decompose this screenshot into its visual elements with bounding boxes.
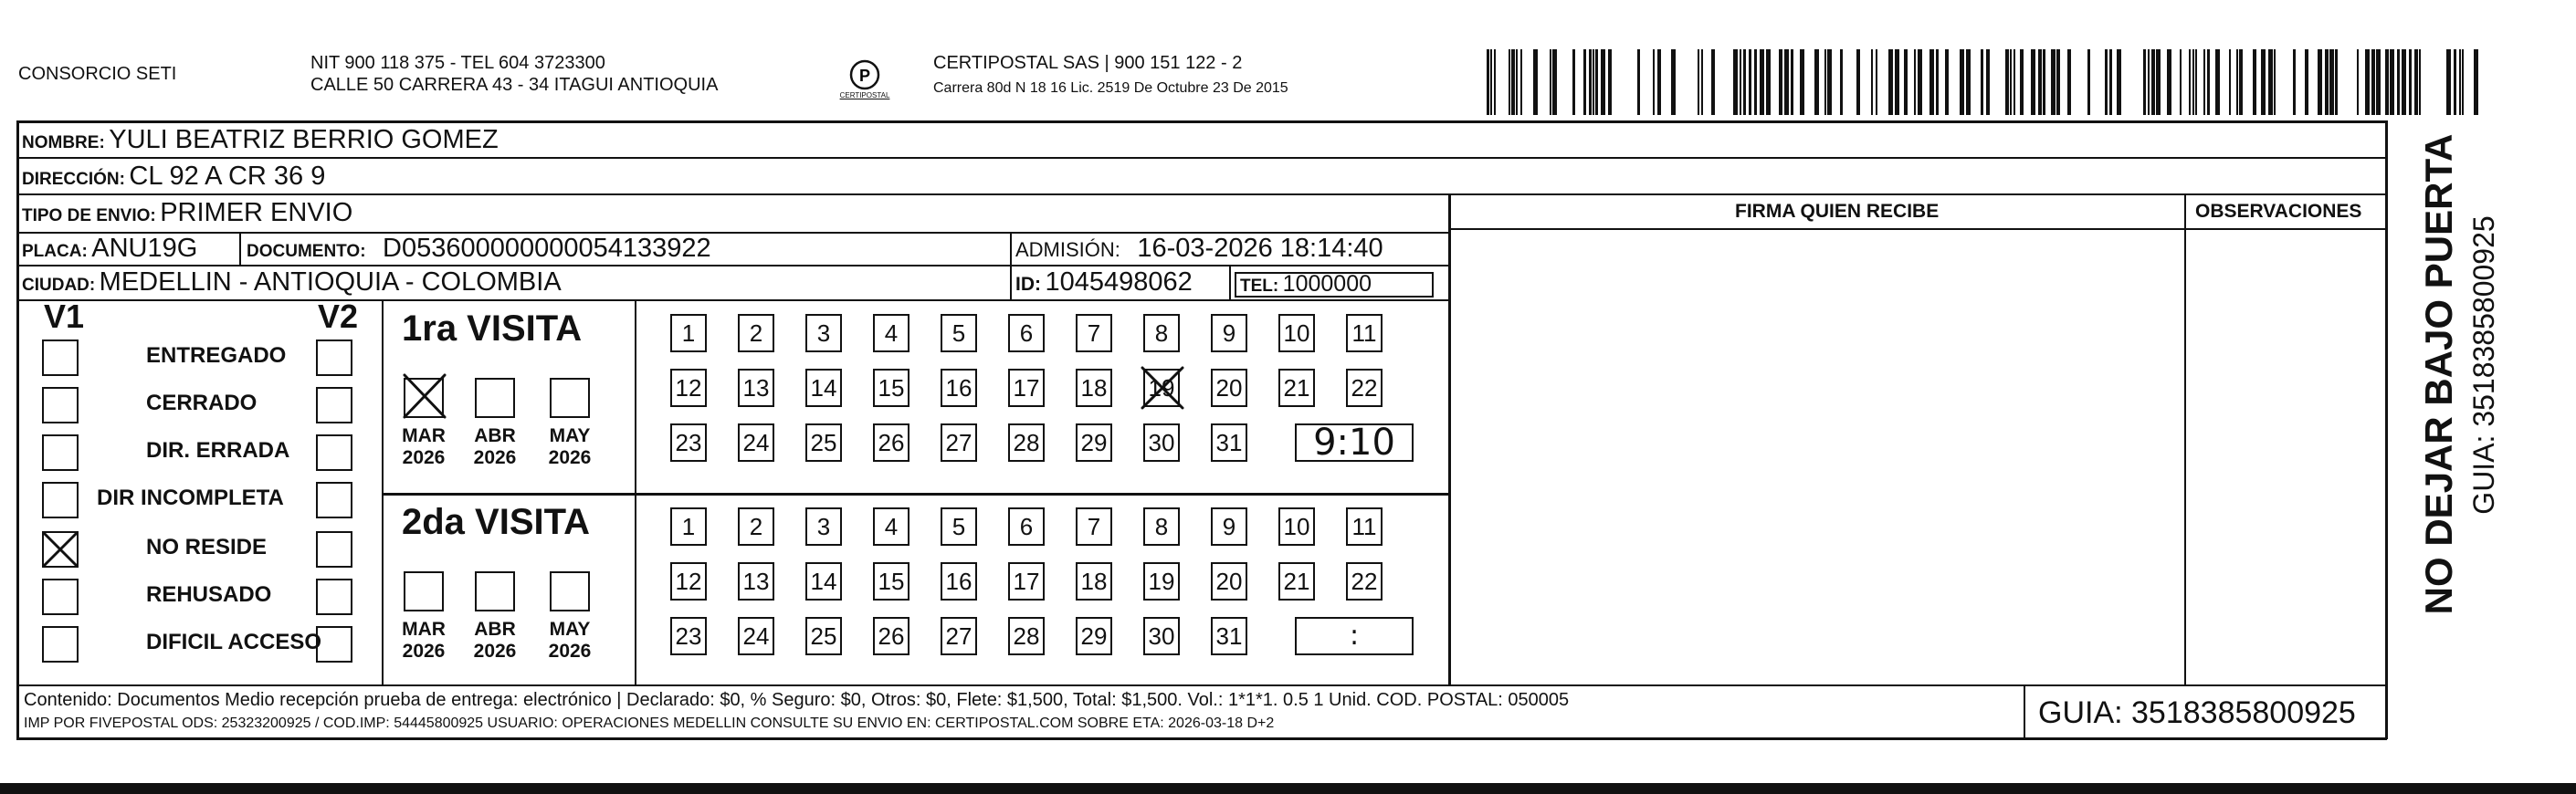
month-checkbox[interactable]	[550, 571, 590, 611]
day-box[interactable]: 12	[670, 369, 707, 407]
observaciones-label: OBSERVACIONES	[2195, 201, 2362, 222]
tipo-row	[22, 198, 352, 232]
v1-checkbox[interactable]	[42, 531, 79, 568]
day-box[interactable]: 5	[941, 314, 977, 352]
day-box[interactable]: 20	[1211, 369, 1247, 407]
ciudad-value: MEDELLIN - ANTIOQUIA - COLOMBIA	[99, 267, 562, 297]
day-box[interactable]: 30	[1143, 423, 1180, 462]
tipo-label: TIPO DE ENVIO:	[22, 206, 156, 225]
v2-checkbox[interactable]	[316, 579, 352, 615]
month-year: 2026	[402, 447, 446, 468]
month-checkbox[interactable]	[550, 378, 590, 418]
v1-label: V1	[44, 298, 85, 335]
day-box[interactable]: 22	[1346, 369, 1383, 407]
day-box[interactable]: 8	[1143, 314, 1180, 352]
day-box[interactable]: 5	[941, 507, 977, 546]
day-box[interactable]: 27	[941, 617, 977, 655]
day-box[interactable]: 13	[738, 562, 774, 601]
month-year: 2026	[548, 641, 592, 662]
day-box[interactable]: 15	[873, 562, 909, 601]
day-box[interactable]: 10	[1278, 314, 1315, 352]
day-box[interactable]: 19	[1143, 562, 1180, 601]
day-box[interactable]: 16	[941, 562, 977, 601]
month-year: 2026	[473, 447, 517, 468]
day-box[interactable]: 28	[1008, 423, 1045, 462]
status-option-label: NO RESIDE	[146, 535, 268, 559]
nombre-row	[22, 125, 499, 159]
nombre-label: NOMBRE:	[22, 133, 105, 152]
month-name: ABR	[474, 425, 516, 446]
month-name: ABR	[474, 619, 516, 640]
imp-text: IMP POR FIVEPOSTAL ODS: 25323200925 / COD.IMP: 54445800925 USUARIO: OPERACIONES MEDELLIN CONSULTE SU ENVIO EN: CERTIPOSTAL.COM SOBRE ETA: 2026-03-18 D+2	[24, 716, 1275, 731]
v2-checkbox[interactable]	[316, 434, 352, 471]
svg-text:P: P	[858, 67, 871, 85]
visit-time[interactable]: 9:10	[1295, 423, 1414, 462]
nit-line-2: CALLE 50 CARRERA 43 - 34 ITAGUI ANTIOQUIA	[310, 75, 719, 95]
side-panel	[2394, 128, 2500, 657]
month-checkbox[interactable]	[404, 378, 444, 418]
id-label: ID:	[1015, 274, 1041, 295]
tel-value: 1000000	[1282, 271, 1372, 297]
day-box[interactable]: 13	[738, 369, 774, 407]
day-box[interactable]: 9	[1211, 314, 1247, 352]
v1-checkbox[interactable]	[42, 434, 79, 471]
month-label	[393, 425, 455, 469]
ciudad-row	[22, 267, 562, 301]
firma-label: FIRMA QUIEN RECIBE	[1735, 201, 1940, 222]
month-checkbox[interactable]	[404, 571, 444, 611]
month-label	[539, 425, 601, 469]
day-box[interactable]: 14	[805, 562, 842, 601]
status-option-label: CERRADO	[146, 391, 258, 415]
day-box[interactable]: 26	[873, 423, 909, 462]
day-box[interactable]: 30	[1143, 617, 1180, 655]
direccion-value: CL 92 A CR 36 9	[129, 162, 326, 191]
status-option-label: DIR. ERRADA	[146, 438, 290, 463]
v2-checkbox[interactable]	[316, 482, 352, 518]
day-box[interactable]: 31	[1211, 423, 1247, 462]
day-box[interactable]: 29	[1076, 617, 1112, 655]
v1-checkbox[interactable]	[42, 482, 79, 518]
tel-label: TEL:	[1240, 277, 1279, 296]
day-box[interactable]: 8	[1143, 507, 1180, 546]
documento-value: D053600000000054133922	[383, 234, 711, 263]
day-box[interactable]: 28	[1008, 617, 1045, 655]
day-box[interactable]: 4	[873, 314, 909, 352]
v2-checkbox[interactable]	[316, 340, 352, 376]
month-label	[464, 619, 526, 663]
day-box[interactable]: 22	[1346, 562, 1383, 601]
v2-label: V2	[318, 298, 359, 335]
day-box[interactable]: 9	[1211, 507, 1247, 546]
day-box[interactable]: 23	[670, 617, 707, 655]
day-box[interactable]: 4	[873, 507, 909, 546]
day-box[interactable]: 29	[1076, 423, 1112, 462]
v1-checkbox[interactable]	[42, 340, 79, 376]
month-checkbox[interactable]	[475, 571, 515, 611]
placa-value: ANU19G	[91, 234, 198, 263]
status-option-label: REHUSADO	[146, 582, 272, 607]
month-name: MAR	[402, 619, 446, 640]
v2-checkbox[interactable]	[316, 531, 352, 568]
documento-label: DOCUMENTO:	[247, 242, 366, 261]
day-box[interactable]: 2	[738, 507, 774, 546]
id-row	[1015, 267, 1193, 301]
visit-title: 1ra VISITA	[402, 308, 583, 349]
company-name: CONSORCIO SETI	[18, 64, 177, 84]
day-box[interactable]: 11	[1346, 314, 1383, 352]
day-box[interactable]: 18	[1076, 562, 1112, 601]
day-box[interactable]: 14	[805, 369, 842, 407]
day-box[interactable]: 19	[1143, 369, 1180, 407]
day-box[interactable]: 31	[1211, 617, 1247, 655]
month-name: MAY	[549, 425, 591, 446]
day-box[interactable]: 23	[670, 423, 707, 462]
v1-checkbox[interactable]	[42, 579, 79, 615]
day-box[interactable]: 1	[670, 507, 707, 546]
certipostal-logo	[833, 55, 897, 110]
month-name: MAY	[549, 619, 591, 640]
day-box[interactable]: 24	[738, 423, 774, 462]
day-box[interactable]: 26	[873, 617, 909, 655]
day-box[interactable]: 21	[1278, 369, 1315, 407]
day-box[interactable]: 18	[1076, 369, 1112, 407]
direccion-row	[22, 162, 325, 195]
placa-row	[22, 234, 197, 267]
day-box[interactable]: 21	[1278, 562, 1315, 601]
month-label	[393, 619, 455, 663]
v2-checkbox[interactable]	[316, 387, 352, 423]
day-box[interactable]: 6	[1008, 314, 1045, 352]
month-year: 2026	[548, 447, 592, 468]
contenido-text: Contenido: Documentos Medio recepción prueba de entrega: electrónico | Declarado: $0, % Seguro: $0, Otros: $0, Flete: $1,500, Total: $1,500. Vol.: 1*1*1. 0.5 1 Unid. COD. POSTAL: 050005	[24, 690, 1570, 710]
day-box[interactable]: 10	[1278, 507, 1315, 546]
certipostal-line-2: Carrera 80d N 18 16 Lic. 2519 De Octubre 23 De 2015	[933, 80, 1288, 96]
day-box[interactable]: 25	[805, 423, 842, 462]
status-option-label: DIR INCOMPLETA	[97, 486, 284, 510]
day-box[interactable]: 27	[941, 423, 977, 462]
month-label	[464, 425, 526, 469]
admision-label: ADMISIÓN:	[1015, 238, 1120, 261]
logo-text: CERTIPOSTAL	[839, 91, 890, 99]
ciudad-label: CIUDAD:	[22, 276, 96, 295]
side-title: NO DEJAR BAJO PUERTA	[2417, 133, 2460, 615]
documento-row	[247, 234, 711, 267]
direccion-label: DIRECCIÓN:	[22, 170, 125, 189]
day-box[interactable]: 15	[873, 369, 909, 407]
day-box[interactable]: 17	[1008, 369, 1045, 407]
barcode	[1487, 49, 2493, 115]
month-year: 2026	[402, 641, 446, 662]
placa-label: PLACA:	[22, 242, 88, 261]
month-name: MAR	[402, 425, 446, 446]
visit-title: 2da VISITA	[402, 502, 590, 542]
day-box[interactable]: 24	[738, 617, 774, 655]
admision-row	[1015, 234, 1383, 267]
status-option-label: DIFICIL ACCESO	[146, 630, 322, 654]
side-guia: GUIA: 3518385800925	[2467, 215, 2500, 515]
day-box[interactable]: 25	[805, 617, 842, 655]
v1-checkbox[interactable]	[42, 387, 79, 423]
tel-row	[1240, 269, 1372, 302]
tipo-value: PRIMER ENVIO	[160, 198, 353, 227]
month-label	[539, 619, 601, 663]
month-year: 2026	[473, 641, 517, 662]
day-box[interactable]: 11	[1346, 507, 1383, 546]
day-box[interactable]: 16	[941, 369, 977, 407]
nombre-value: YULI BEATRIZ BERRIO GOMEZ	[109, 125, 499, 154]
footer-guia: GUIA: 3518385800925	[2038, 695, 2356, 730]
status-option-label: ENTREGADO	[146, 343, 287, 368]
day-box[interactable]: 1	[670, 314, 707, 352]
id-value: 1045498062	[1045, 267, 1193, 297]
certipostal-line-1: CERTIPOSTAL SAS | 900 151 122 - 2	[933, 53, 1243, 73]
v1-checkbox[interactable]	[42, 626, 79, 663]
day-box[interactable]: 3	[805, 314, 842, 352]
day-box[interactable]: 7	[1076, 507, 1112, 546]
admision-value: 16-03-2026 18:14:40	[1137, 234, 1383, 263]
visit-time[interactable]: :	[1295, 617, 1414, 655]
nit-line-1: NIT 900 118 375 - TEL 604 3723300	[310, 53, 605, 73]
day-box[interactable]: 7	[1076, 314, 1112, 352]
day-box[interactable]: 20	[1211, 562, 1247, 601]
day-box[interactable]: 12	[670, 562, 707, 601]
day-box[interactable]: 6	[1008, 507, 1045, 546]
month-checkbox[interactable]	[475, 378, 515, 418]
day-box[interactable]: 2	[738, 314, 774, 352]
day-box[interactable]: 3	[805, 507, 842, 546]
day-box[interactable]: 17	[1008, 562, 1045, 601]
